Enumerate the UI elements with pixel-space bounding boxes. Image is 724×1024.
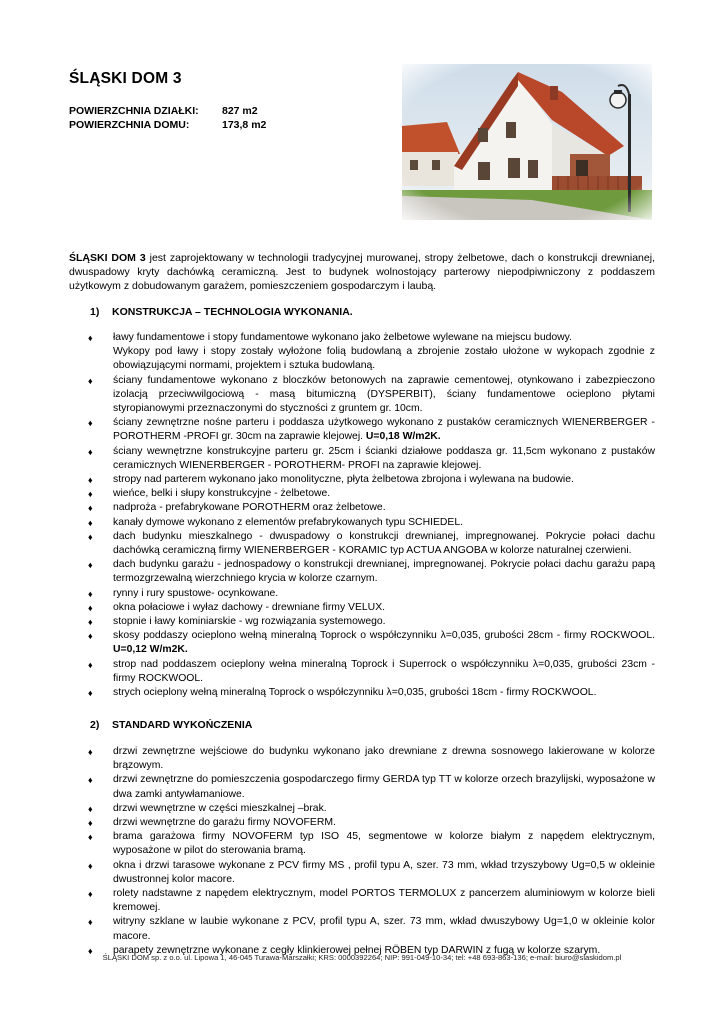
list-item — [88, 501, 655, 515]
diamond-bullet-icon: ♦ — [88, 832, 93, 843]
list-item-text: ściany wewnętrzne konstrukcyjne parteru gr. 25cm i ścianki działowe poddasza gr. 11,5cm wykonano z pustaków ceramicznych WIENERBERGER - POROTHERM- PROFI na zaprawie klejowej. — [113, 445, 655, 471]
list-item-text: stropy nad parterem wykonano jako monolityczne, płyta żelbetowa zbrojona i wylewana na budowie. — [113, 474, 574, 486]
house-illustration — [402, 64, 652, 220]
list-item — [88, 915, 655, 943]
diamond-bullet-icon: ♦ — [88, 747, 93, 757]
info-row-plot-area — [69, 104, 266, 118]
list-item-text: rynny i rury spustowe- ocynkowane. — [113, 587, 279, 599]
list-item-text: nadproża - prefabrykowane POROTHERM oraz żelbetowe. — [113, 502, 386, 514]
diamond-bullet-icon: ♦ — [88, 889, 93, 900]
list-item — [88, 487, 655, 501]
list-item-text: rolety nadstawne z napędem elektrycznym, model PORTOS TERMOLUX z pancerzem aluminiowym w kolorze bieli kremowej. — [113, 888, 655, 914]
list-item — [88, 816, 655, 830]
info-label: POWIERZCHNIA DOMU: — [69, 119, 190, 131]
info-value: 827 m2 — [222, 105, 258, 117]
list-item-text: ściany zewnętrzne nośne parteru i poddasza użytkowego wykonano z pustaków ceramicznych WIENERBERGER - POROTHERM -PROFI gr. 30cm na zaprawie klejowej. — [113, 417, 655, 443]
list-item-text: wieńce, belki i słupy konstrukcyjne - żelbetowe. — [113, 488, 331, 500]
list-item — [88, 416, 655, 444]
diamond-bullet-icon: ♦ — [88, 659, 93, 670]
section-number: 1) — [90, 306, 100, 318]
diamond-bullet-icon: ♦ — [88, 688, 93, 699]
diamond-bullet-icon: ♦ — [88, 917, 93, 928]
diamond-bullet-icon: ♦ — [88, 375, 93, 386]
intro-bold: ŚLĄSKI DOM 3 — [69, 252, 146, 264]
list-item — [88, 773, 655, 801]
diamond-bullet-icon: ♦ — [88, 418, 93, 429]
construction-list — [88, 331, 655, 700]
diamond-bullet-icon: ♦ — [88, 588, 93, 599]
diamond-bullet-icon: ♦ — [88, 531, 93, 542]
list-item — [88, 473, 655, 487]
diamond-bullet-icon: ♦ — [88, 475, 93, 486]
list-item — [88, 615, 655, 629]
list-item-text: drzwi zewnętrzne do pomieszczenia gospodarczego firmy GERDA typ TT w kolorze orzech brazylijski, wyposażone w dwa zamki antywłamaniowe. — [113, 774, 655, 800]
list-item-text: skosy poddaszy ocieplono wełną mineralną Toprock o współczynniku λ=0,035, grubości 28cm - firmy ROCKWOOL. — [113, 630, 655, 642]
list-item — [88, 802, 655, 816]
list-item — [88, 745, 655, 773]
diamond-bullet-icon: ♦ — [88, 333, 93, 343]
section-title: KONSTRUKCJA – TECHNOLOGIA WYKONANIA. — [112, 306, 353, 318]
list-item — [88, 830, 655, 858]
diamond-bullet-icon: ♦ — [88, 489, 93, 500]
diamond-bullet-icon: ♦ — [88, 617, 93, 628]
list-item-text: stopnie i ławy kominiarskie - wg rozwiązania systemowego. — [113, 616, 386, 628]
diamond-bullet-icon: ♦ — [88, 446, 93, 457]
diamond-bullet-icon: ♦ — [88, 818, 93, 829]
section-heading-construction — [90, 306, 353, 318]
diamond-bullet-icon: ♦ — [88, 945, 93, 956]
section-heading-finishing — [90, 719, 252, 731]
info-row-house-area — [69, 118, 266, 132]
property-info — [69, 104, 266, 132]
list-item-text: strych ocieplony wełną mineralną Toprock o współczynniku λ=0,035, grubości 18cm - firmy ROCKWOOL. — [113, 687, 597, 699]
list-item-text: drzwi wewnętrzne do garażu firmy NOVOFERM. — [113, 817, 336, 829]
diamond-bullet-icon: ♦ — [88, 503, 93, 514]
list-item — [88, 601, 655, 615]
list-item — [88, 331, 655, 374]
document-title: ŚLĄSKI DOM 3 — [69, 70, 182, 87]
diamond-bullet-icon: ♦ — [88, 775, 93, 786]
house-photo — [402, 64, 652, 220]
section-number: 2) — [90, 719, 100, 731]
list-item-text: kanały dymowe wykonano z elementów prefabrykowanych typu SCHIEDEL. — [113, 516, 463, 528]
list-item — [88, 859, 655, 887]
list-item — [88, 558, 655, 586]
diamond-bullet-icon: ♦ — [88, 860, 93, 871]
list-item-text: strop nad poddaszem ocieplony wełna mineralną Toprock i Superrock o współczynniku λ=0,035, grubości 23cm - firmy ROCKWOOL. — [113, 658, 655, 684]
list-item-text: drzwi wewnętrzne w części mieszkalnej –brak. — [113, 802, 327, 814]
list-item-bold: U=0,18 W/m2K. — [365, 431, 441, 443]
list-item — [88, 629, 655, 657]
diamond-bullet-icon: ♦ — [88, 602, 93, 613]
diamond-bullet-icon: ♦ — [88, 560, 93, 571]
list-item-text: parapety zewnętrzne wykonane z cegły klinkierowej pełnej RÖBEN typ DARWIN z fugą w kolorze szarym. — [113, 944, 601, 956]
list-item-bold: U=0,12 W/m2K. — [113, 644, 188, 656]
list-item — [88, 887, 655, 915]
list-item — [88, 530, 655, 558]
list-item-text: ławy fundamentowe i stopy fundamentowe wykonano jako żelbetowe wylewane na miejscu budowy. — [113, 332, 572, 343]
intro-paragraph — [69, 251, 655, 294]
list-item — [88, 445, 655, 473]
list-item-text: dach budynku garażu - jednospadowy o konstrukcji drewnianej, impregnowanej. Pokrycie połaci dachu garażu papą termozgrzewalną wierzchniego krycia w kolorze czarnym. — [113, 559, 655, 585]
diamond-bullet-icon: ♦ — [88, 803, 93, 814]
list-item-extra: Wykopy pod ławy i stopy zostały wyłożone folią budowlaną a zbrojenie zostało ułożone w wykopach zgodnie z obowiązującymi normami, projektem i sztuka budowlaną. — [113, 346, 655, 372]
list-item — [88, 658, 655, 686]
list-item-text: dach budynku mieszkalnego - dwuspadowy o konstrukcji drewnianej, impregnowanej. Pokrycie połaci dachu dachówką ceramiczną firmy WIENERBERGER - KORAMIC typ ACTUA ANGOBA w kolorze naturalnej czerwieni. — [113, 530, 655, 557]
info-value: 173,8 m2 — [222, 119, 267, 131]
list-item-text: drzwi zewnętrzne wejściowe do budynku wykonano jako drewniane z drewna sosnowego lakierowane w kolorze brązowym. — [113, 746, 655, 772]
list-item — [88, 374, 655, 417]
info-label: POWIERZCHNIA DZIAŁKI: — [69, 105, 199, 117]
list-item-text: ściany fundamentowe wykonano z bloczków betonowych na zaprawie cementowej, otynkowano i zabezpieczono izolacją przeciwwilgociową - masą bitumiczną (DYSPERBIT), ściany fundamentowe ocieplono płytami styropianowymi przeznaczonymi do styczności z gruntem gr. 10cm. — [113, 374, 655, 415]
list-item-text: okna połaciowe i wyłaz dachowy - drewniane firmy VELUX. — [113, 601, 386, 613]
list-item-text: okna i drzwi tarasowe wykonane z PCV firmy MS , profil typu A, szer. 73 mm, wkład trzyszybowy Ug=0,5 w okleinie dwustronnej kolor macore. — [113, 859, 655, 885]
list-item — [88, 686, 655, 700]
diamond-bullet-icon: ♦ — [88, 631, 93, 642]
company-footer: ŚLĄSKI DOM sp. z o.o. ul. Lipowa 1, 46-045 Turawa-Marszałki; KRS: 0000392264; NIP: 991-049-10-34; tel: +48 693-863-136; e-mail: biuro@slaskidom.pl — [102, 953, 622, 962]
list-item — [88, 587, 655, 601]
finishing-list — [88, 745, 655, 958]
section-title: STANDARD WYKOŃCZENIA — [112, 719, 253, 731]
list-item-text: witryny szklane w laubie wykonane z PCV, profil typu A, szer. 73 mm, wkład dwuszybowy Ug=1,0 w okleinie kolor macore. — [113, 916, 655, 942]
intro-text: jest zaprojektowany w technologii tradycyjnej murowanej, stropy żelbetowe, dach o konstrukcji drewnianej, dwuspadowy kryty dachówką ceramiczną. Jest to budynek wolnostojący parterowy niepodpiwniczony z poddaszem użytkowym z dobudowanym garażem, pomieszczeniem gospodarczym i laubą. — [69, 252, 655, 293]
diamond-bullet-icon: ♦ — [88, 517, 93, 528]
list-item-text: brama garażowa firmy NOVOFERM typ ISO 45, segmentowe w kolorze białym z napędem elektrycznym, wyposażone w pilot do sterowania bramą. — [113, 831, 655, 857]
list-item — [88, 516, 655, 530]
